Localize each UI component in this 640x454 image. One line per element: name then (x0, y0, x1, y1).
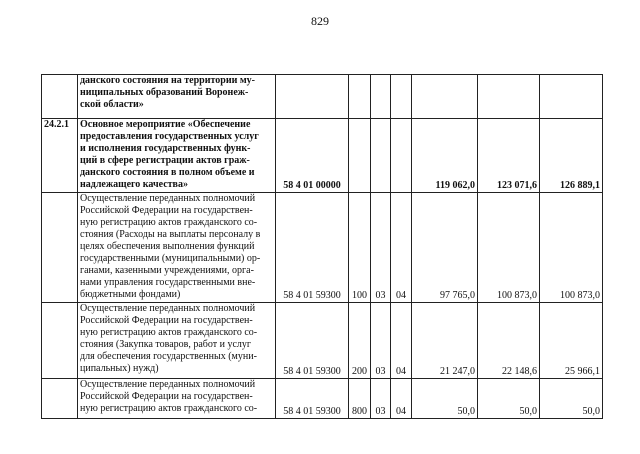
row-amount-year3: 126 889,1 (540, 119, 603, 193)
budget-table (41, 74, 603, 419)
row-section: 03 (371, 379, 391, 419)
row-section (371, 75, 391, 119)
row-target-article: 58 4 01 00000 (276, 119, 349, 193)
table-row (42, 303, 603, 379)
row-target-article: 58 4 01 59300 (276, 379, 349, 419)
row-expense-type: 800 (349, 379, 371, 419)
row-code (42, 193, 78, 303)
row-target-article: 58 4 01 59300 (276, 303, 349, 379)
table-row (42, 193, 603, 303)
row-amount-year3 (540, 75, 603, 119)
row-amount-year2: 100 873,0 (478, 193, 540, 303)
row-subsection: 04 (391, 193, 412, 303)
row-expense-type: 200 (349, 303, 371, 379)
row-code (42, 379, 78, 419)
row-amount-year3: 50,0 (540, 379, 603, 419)
row-description: данского состояния на территории му- ниципальных образований Воронеж- ской области» (78, 75, 276, 119)
table-row (42, 119, 603, 193)
table-row (42, 75, 603, 119)
row-amount-year2: 123 071,6 (478, 119, 540, 193)
row-amount-year3: 25 966,1 (540, 303, 603, 379)
row-subsection: 04 (391, 303, 412, 379)
row-description: Основное мероприятие «Обеспечение предоставления государственных услуг и исполнения государственных функ- ций в сфере регистрации актов граж- данского состояния в полном объеме и надлежащего качества» (78, 119, 276, 193)
row-section (371, 119, 391, 193)
row-subsection: 04 (391, 379, 412, 419)
row-expense-type: 100 (349, 193, 371, 303)
row-subsection (391, 75, 412, 119)
row-expense-type (349, 119, 371, 193)
row-target-article: 58 4 01 59300 (276, 193, 349, 303)
row-description: Осуществление переданных полномочий Российской Федерации на государствен- ную регистрацию актов гражданского со- стояния (Расходы на выплаты персоналу в целях обеспечения выполнения функций государственными (муниципальными) ор- ганами, казенными учреждениями, орга- нами управления государственными вне- бюджетными фондами) (78, 193, 276, 303)
row-code: 24.2.1 (42, 119, 78, 193)
row-section: 03 (371, 303, 391, 379)
row-amount-year1 (412, 75, 478, 119)
table-row (42, 379, 603, 419)
row-description: Осуществление переданных полномочий Российской Федерации на государствен- ную регистрацию актов гражданского со- стояния (Закупка товаров, работ и услуг для обеспечения государственных (муни- ципальных) нужд) (78, 303, 276, 379)
row-amount-year2: 22 148,6 (478, 303, 540, 379)
row-amount-year1: 50,0 (412, 379, 478, 419)
row-target-article (276, 75, 349, 119)
row-amount-year2: 50,0 (478, 379, 540, 419)
row-section: 03 (371, 193, 391, 303)
row-amount-year1: 21 247,0 (412, 303, 478, 379)
row-subsection (391, 119, 412, 193)
row-amount-year1: 97 765,0 (412, 193, 478, 303)
row-code (42, 75, 78, 119)
page-number: 829 (311, 14, 329, 28)
row-amount-year2 (478, 75, 540, 119)
row-code (42, 303, 78, 379)
row-description: Осуществление переданных полномочий Российской Федерации на государствен- ную регистрацию актов гражданского со- (78, 379, 276, 419)
row-amount-year1: 119 062,0 (412, 119, 478, 193)
row-amount-year3: 100 873,0 (540, 193, 603, 303)
row-expense-type (349, 75, 371, 119)
